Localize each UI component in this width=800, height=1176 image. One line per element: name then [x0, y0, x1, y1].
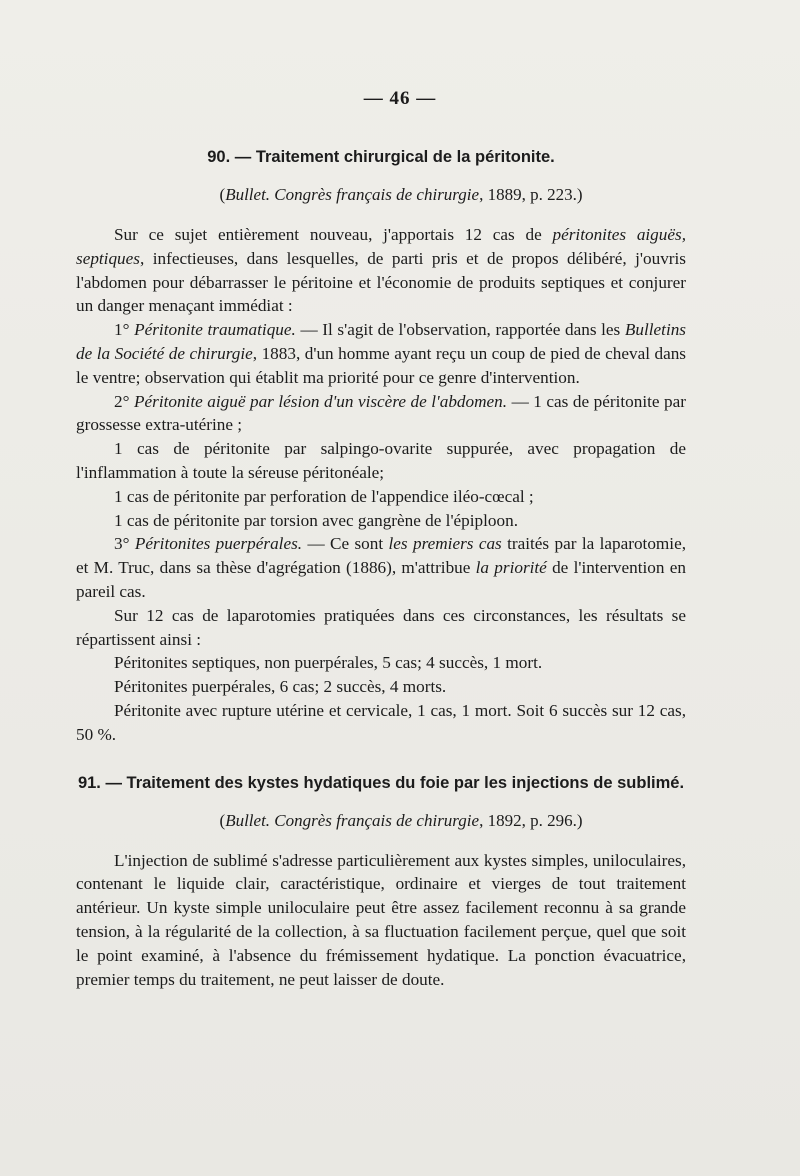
section-90-reference: (Bullet. Congrès français de chirurgie, 1889, p. 223.)	[219, 185, 583, 204]
section-90-result-line: Péritonites puerpérales, 6 cas; 2 succès, 4 morts.	[114, 677, 447, 697]
section-90-results-intro: Sur 12 cas de laparotomies pratiquées dans ces circonstances, les résultats se répartissent ainsi :	[76, 605, 686, 649]
page-content	[76, 145, 686, 991]
section-91-reference: (Bullet. Congrès français de chirurgie, 1892, p. 296.)	[219, 810, 583, 830]
section-90-item-2-line: 1 cas de péritonite par salpingo-ovarite suppurée, avec propagation de l'inflammation à toute la séreuse péritonéale;	[76, 439, 686, 482]
section-90-item-2-line: 1 cas de péritonite par torsion avec gangrène de l'épiploon.	[114, 510, 518, 530]
section-91-title: 91. — Traitement des kystes hydatiques du foie par les injections de sublimé.	[77, 773, 685, 792]
section-90-intro: Sur ce sujet entièrement nouveau, j'apportais 12 cas de péritonites aiguës, septiques, infectieuses, dans lesquelles, de parti pris et de propos délibéré, j'ouvris l'abdomen pour débarrasser le péritoine et l'économie de produits septiques et conjurer un danger menaçant immédiat :	[76, 225, 686, 316]
section-90-item-3: 3° Péritonites puerpérales. — Ce sont les premiers cas traités par la laparotomie, et M. Truc, dans sa thèse d'agrégation (1886), m'attribue la priorité de l'intervention en pareil cas.	[76, 534, 686, 601]
section-90-result-line: Péritonite avec rupture utérine et cervicale, 1 cas, 1 mort. Soit 6 succès sur 12 cas, 50 %.	[76, 700, 686, 744]
section-90-result-line: Péritonites septiques, non puerpérales, 5 cas; 4 succès, 1 mort.	[114, 653, 543, 673]
section-90-item-2-line: 1 cas de péritonite par perforation de l'appendice iléo-cœcal ;	[114, 486, 534, 506]
page-number: — 46 —	[363, 88, 437, 109]
section-91-body: L'injection de sublimé s'adresse particulièrement aux kystes simples, uniloculaires, contenant le liquide clair, caractéristique, ordinaire et vierges de tout traitement antérieur. Un kyste simple uniloculaire peut être assez facilement reconnu à sa grande tension, à la régularité de la collection, à sa fluctuation facilement perçue, quel que soit le point examiné, à l'absence du frémissement hydatique. La ponction évacuatrice, premier temps du traitement, ne peut laisser de doute.	[76, 850, 686, 989]
section-90-item-1: 1° Péritonite traumatique. — Il s'agit de l'observation, rapportée dans les Bulletins de la Société de chirurgie, 1883, d'un homme ayant reçu un coup de pied de cheval dans le ventre; observation qui établit ma priorité pour ce genre d'intervention.	[76, 320, 686, 387]
section-90-item-2: 2° Péritonite aiguë par lésion d'un viscère de l'abdomen. — 1 cas de péritonite par grossesse extra-utérine ;	[76, 391, 686, 435]
section-90-title: 90. — Traitement chirurgical de la péritonite.	[207, 148, 555, 166]
section-spacer	[76, 747, 686, 771]
